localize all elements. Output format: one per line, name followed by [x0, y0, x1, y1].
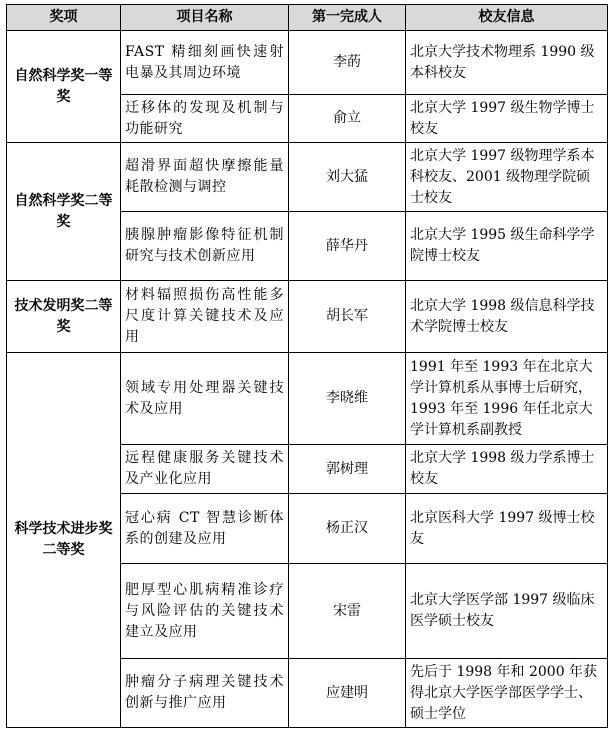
- info-cell: 北京大学技术物理系 1990 级本科校友: [406, 31, 608, 95]
- table-row: [7, 31, 608, 95]
- project-cell: 肥厚型心肌病精准诊疗与风险评估的关键技术建立及应用: [121, 564, 289, 659]
- table-row: [7, 281, 608, 353]
- project-cell: 肿瘤分子病理关键技术创新与推广应用: [121, 659, 289, 728]
- award-cell: 自然科学奖一等奖: [7, 31, 121, 143]
- table-row: [7, 353, 608, 445]
- header-info: 校友信息: [406, 5, 608, 31]
- header-row: [7, 5, 608, 31]
- header-project: 项目名称: [121, 5, 289, 31]
- project-cell: 材料辐照损伤高性能多尺度计算关键技术及应用: [121, 281, 289, 353]
- info-cell: 北京大学 1995 级生命科学学院博士校友: [406, 212, 608, 281]
- person-cell: 李晓维: [289, 353, 406, 445]
- info-cell: 北京医科大学 1997 级博士校友: [406, 494, 608, 564]
- info-cell: 北京大学医学部 1997 级临床医学硕士校友: [406, 564, 608, 659]
- info-cell: 北京大学 1998 级信息科学技术学院博士校友: [406, 281, 608, 353]
- person-cell: 应建明: [289, 659, 406, 728]
- project-cell: 冠心病 CT 智慧诊断体系的创建及应用: [121, 494, 289, 564]
- person-cell: 胡长军: [289, 281, 406, 353]
- person-cell: 薛华丹: [289, 212, 406, 281]
- person-cell: 刘大猛: [289, 143, 406, 212]
- person-cell: 郭树理: [289, 445, 406, 494]
- person-cell: 杨正汉: [289, 494, 406, 564]
- project-cell: 迁移体的发现及机制与功能研究: [121, 95, 289, 143]
- info-cell: 1991 年至 1993 年在北京大学计算机系从事博士后研究，1993 年至 1996 年任北京大学计算机系副教授: [406, 353, 608, 445]
- info-cell: 北京大学 1998 级力学系博士校友: [406, 445, 608, 494]
- person-cell: 宋雷: [289, 564, 406, 659]
- project-cell: 远程健康服务关键技术及产业化应用: [121, 445, 289, 494]
- award-cell: 自然科学奖二等奖: [7, 143, 121, 281]
- award-cell: 科学技术进步奖二等奖: [7, 353, 121, 728]
- header-person: 第一完成人: [289, 5, 406, 31]
- header-award: 奖项: [7, 5, 121, 31]
- project-cell: 超滑界面超快摩擦能量耗散检测与调控: [121, 143, 289, 212]
- info-cell: 北京大学 1997 级生物学博士校友: [406, 95, 608, 143]
- project-cell: 领域专用处理器关键技术及应用: [121, 353, 289, 445]
- info-cell: 北京大学 1997 级物理学系本科校友、2001 级物理学院硕士校友: [406, 143, 608, 212]
- award-cell: 技术发明奖二等奖: [7, 281, 121, 353]
- info-cell: 先后于 1998 年和 2000 年获得北京大学医学部医学学士、硕士学位: [406, 659, 608, 728]
- project-cell: 胰腺肿瘤影像特征机制研究与技术创新应用: [121, 212, 289, 281]
- awards-table: [6, 4, 608, 728]
- project-cell: FAST 精细刻画快速射电暴及其周边环境: [121, 31, 289, 95]
- person-cell: 李菂: [289, 31, 406, 95]
- person-cell: 俞立: [289, 95, 406, 143]
- table-row: [7, 143, 608, 212]
